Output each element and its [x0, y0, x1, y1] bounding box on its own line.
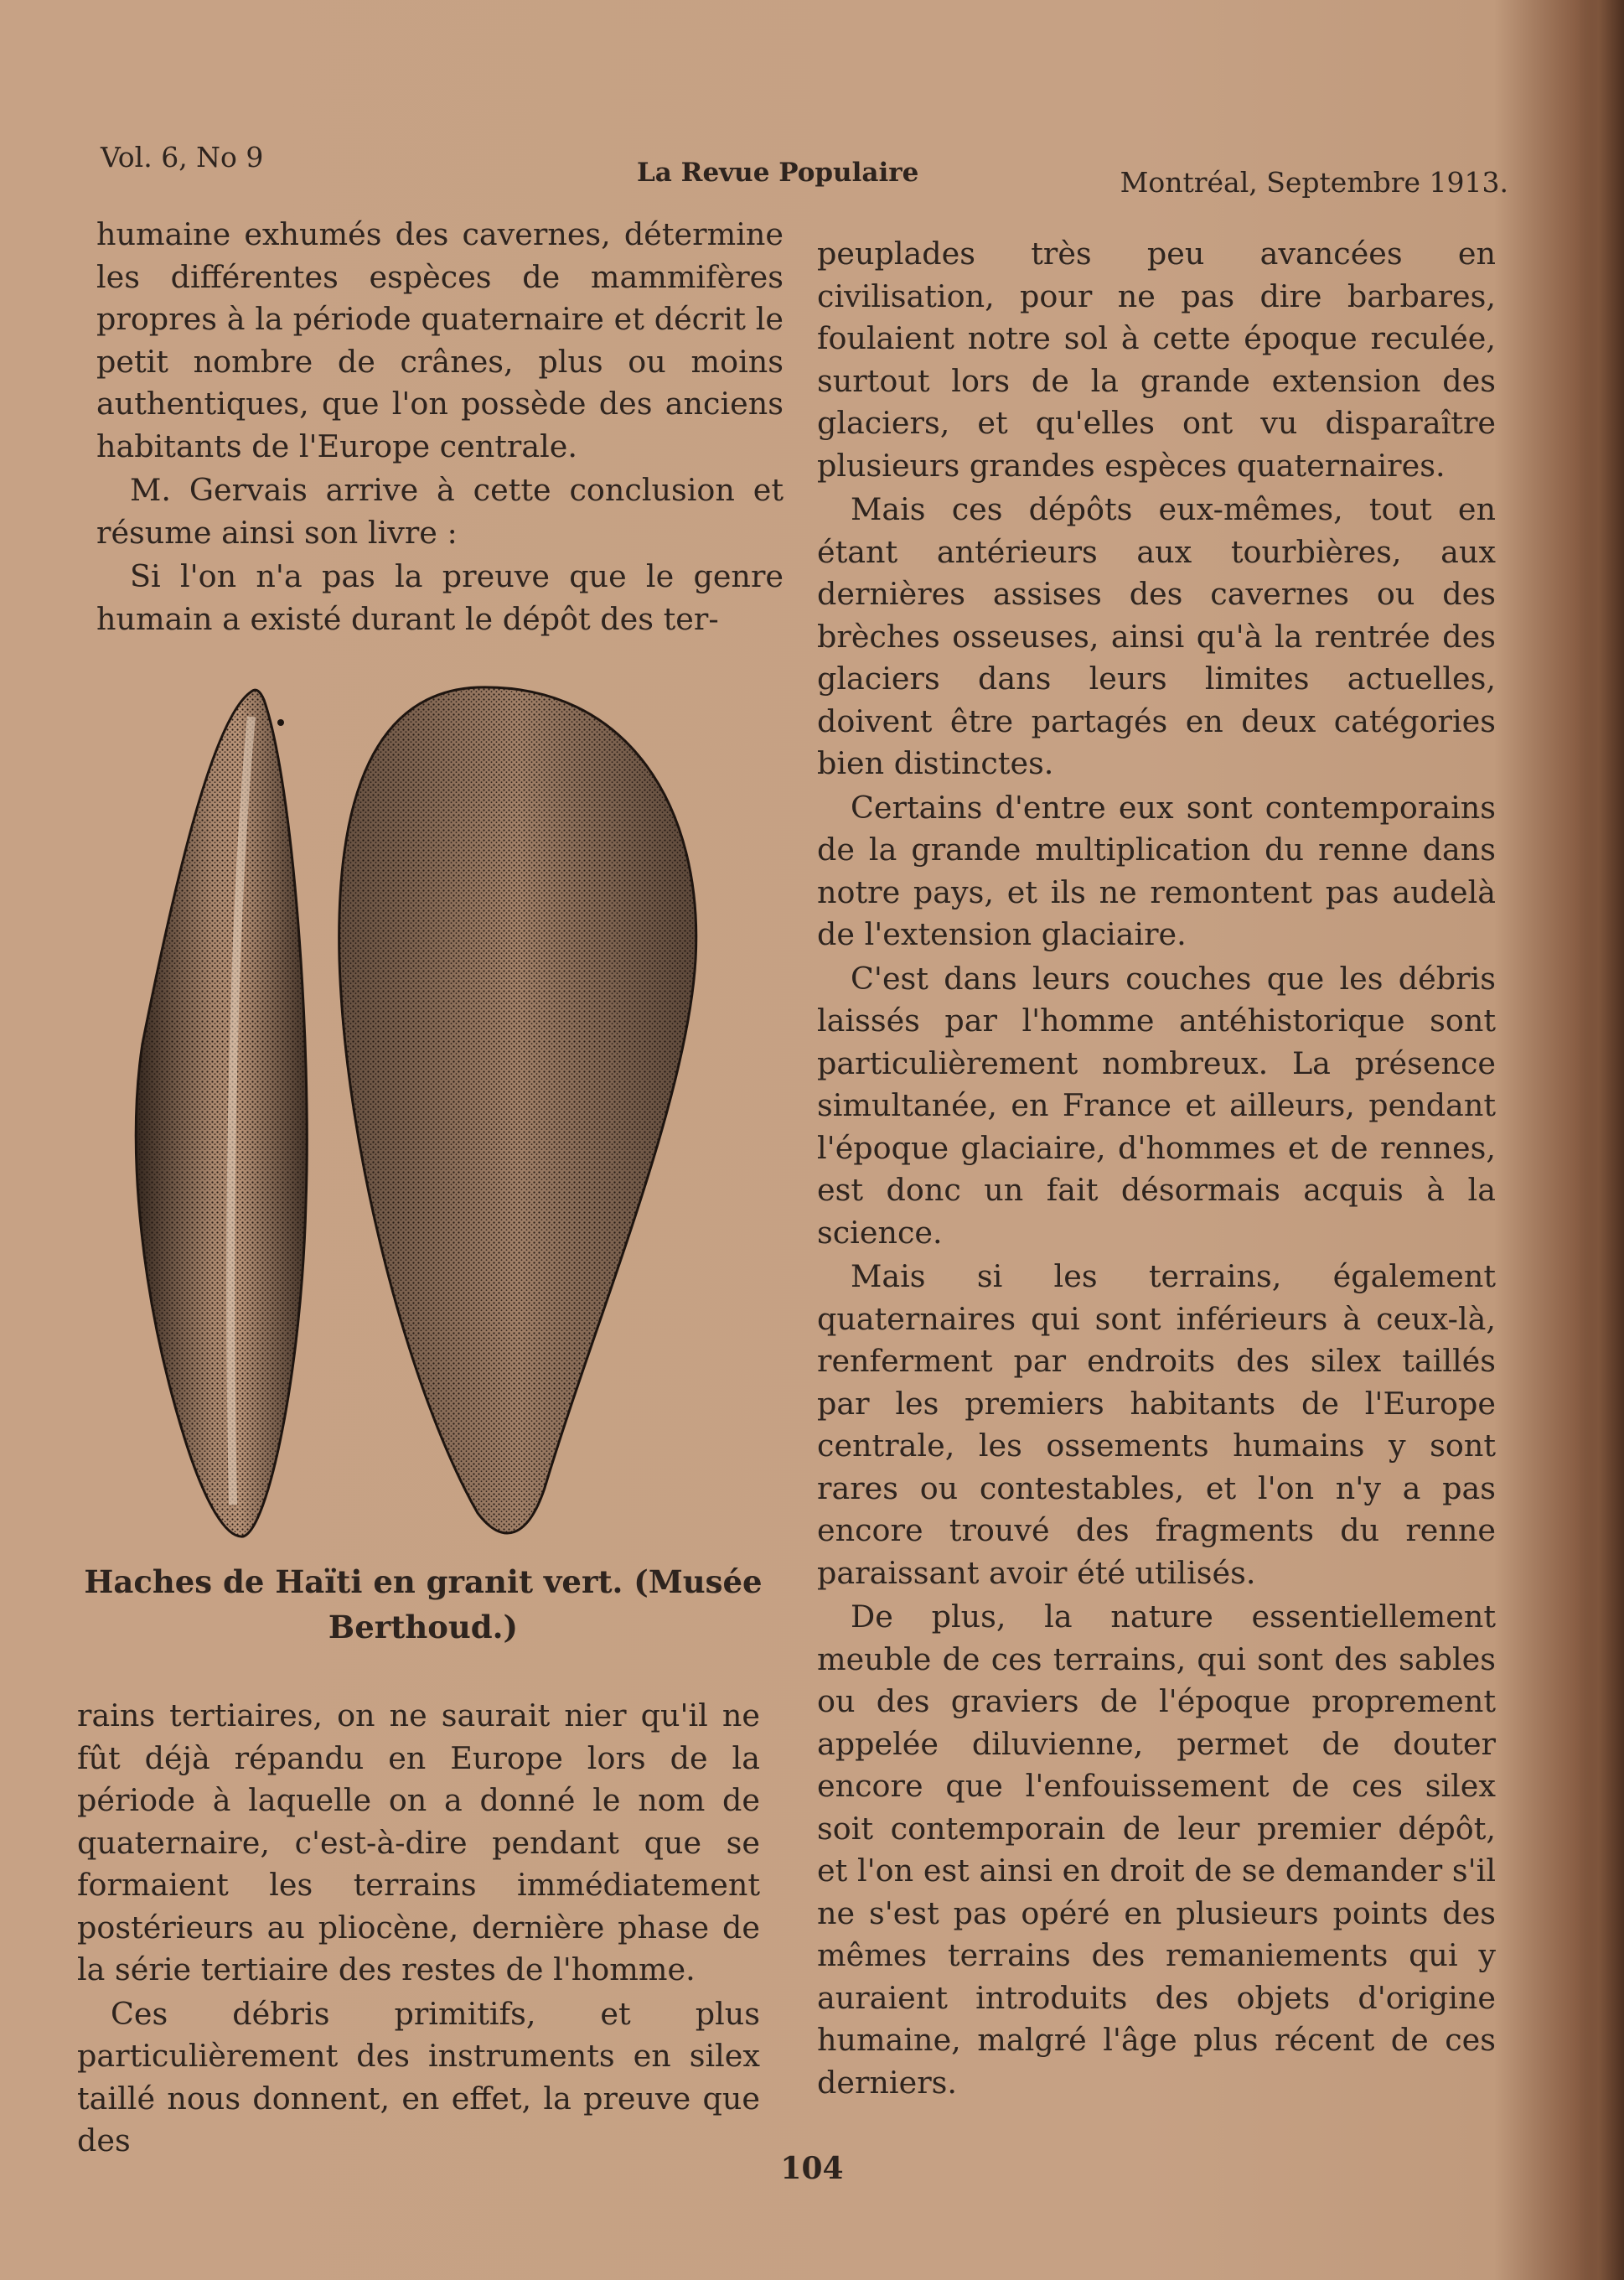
volume-number: Vol. 6, No 9 — [101, 141, 264, 174]
left-column-bottom — [77, 1695, 760, 2163]
axe-front-view — [339, 687, 696, 1533]
paragraph: De plus, la nature essentiellement meuble de ces terrains, qui sont des sables ou des graviers de l'époque proprement appelée diluvienne, permet de douter encore que l'enfouissement de ces silex soit contemporain de leur premier dépôt, et l'on est ainsi en droit de se demander s'il ne s'est pas opéré en plusieurs points des mêmes terrains des remaniements qui y auraient introduits des objets d'origine humaine, malgré l'âge plus récent de ces derniers. — [817, 1599, 1496, 2101]
running-header — [101, 141, 1508, 199]
journal-title: La Revue Populaire — [637, 158, 919, 188]
axe-side-view — [136, 690, 307, 1536]
paragraph: humaine exhumés des cavernes, détermine les différentes espèces de mammifères propres à la période quaternaire et décrit le petit nombre de crânes, plus ou moins authentiques, que l'on possède des anciens habitants de l'Europe centrale. — [96, 216, 784, 464]
left-column-top — [96, 214, 784, 640]
page-binding-edge — [1578, 0, 1624, 2280]
paragraph: rains tertiaires, on ne saurait nier qu'il ne fût déjà répandu en Europe lors de la période à laquelle on a donné le nom de quaternaire, c'est-à-dire pendant que se formaient les terrains immédiatement postérieurs au pliocène, dernière phase de la série tertiaire des restes de l'homme. — [77, 1697, 760, 1987]
paragraph: M. Gervais arrive à cette conclusion et résume ainsi son livre : — [96, 472, 784, 551]
paragraph: Ces débris primitifs, et plus particulièrement des instruments en silex taillé nous donnent, en effet, la preuve que des — [77, 1995, 760, 2158]
paragraph: peuplades très peu avancées en civilisation, pour ne pas dire barbares, foulaient notre sol à cette époque reculée, surtout lors de la grande extension des glaciers, et qu'elles ont vu disparaître plusieurs grandes espèces quaternaires. — [817, 236, 1496, 484]
paragraph: Si l'on n'a pas la preuve que le genre humain a existé durant le dépôt des ter- — [96, 558, 784, 637]
place-date: Montréal, Septembre 1913. — [1120, 166, 1508, 199]
paragraph: C'est dans leurs couches que les débris laissés par l'homme antéhistorique sont particulièrement nombreux. La présence simultanée, en France et ailleurs, pendant l'époque glaciaire, d'hommes et de rennes, est donc un fait désormais acquis à la science. — [817, 960, 1496, 1251]
axe-illustration — [126, 683, 729, 1547]
paragraph: Mais ces dépôts eux-mêmes, tout en étant antérieurs aux tourbières, aux dernières assises des cavernes ou des brèches osseuses, ainsi qu'à la rentrée des glaciers dans leurs limites actuelles, doivent être partagés en deux catégories bien distinctes. — [817, 491, 1496, 781]
right-column — [817, 233, 1496, 2104]
paragraph: Certains d'entre eux sont contemporains de la grande multiplication du renne dans notre pays, et ils ne remontent pas audelà de l'extension glaciaire. — [817, 789, 1496, 952]
paragraph: Mais si les terrains, également quaternaires qui sont inférieurs à ceux-là, renferment par endroits des silex taillés par les premiers habitants de l'Europe centrale, les ossements humains y sont rares ou contestables, et l'on n'y a pas encore trouvé des fragments du renne paraissant avoir été utilisés. — [817, 1258, 1496, 1591]
figure-caption: Haches de Haïti en granit vert. (Musée Berthoud.) — [84, 1563, 763, 1645]
page-number: 104 — [780, 2151, 844, 2186]
